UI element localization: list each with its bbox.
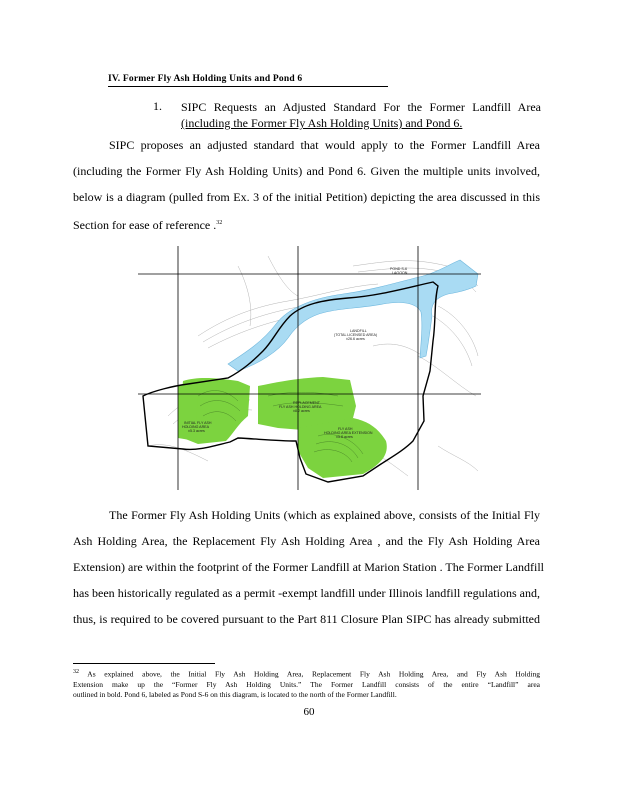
site-map-diagram [138, 246, 481, 490]
extension-label: FLY ASH HOLDING AREA EXTENSION ±5.8 acres [324, 427, 373, 439]
footnote-reference[interactable]: 32 [216, 220, 223, 226]
pond-label: POND S-6 LAGOON [390, 267, 408, 275]
paragraph-2 [73, 502, 545, 632]
footnote-number: 32 [73, 669, 79, 675]
paragraph-line: Ash Holding Area, the Replacement Fly Ash Holding Area , and the Fly Ash Holding Area [73, 534, 540, 548]
subsection-number: 1. [153, 99, 162, 113]
paragraph-line: has been historically regulated as a permit -exempt landfill under Illinois landfill regulations and, [73, 586, 540, 600]
paragraph-line: The Former Fly Ash Holding Units (which as explained above, consists of the Initial Fly [109, 508, 540, 522]
footnote-divider [73, 663, 215, 664]
replacement-label: REPLACEMENT FLY ASH HOLDING AREA ±8.2 acres [279, 401, 322, 413]
footnote [73, 667, 540, 700]
section-heading: IV. Former Fly Ash Holding Units and Pond 6 [108, 74, 388, 87]
paragraph-line: SIPC proposes an adjusted standard that would apply to the Former Landfill Area [109, 138, 540, 152]
landfill-label: LANDFILL (TOTAL LICENSED AREA) ±26.6 acres [334, 329, 378, 341]
paragraph-line: (including the Former Fly Ash Holding Units) and Pond 6. Given the multiple units involved, [73, 164, 540, 178]
paragraph-line: below is a diagram (pulled from Ex. 3 of the initial Petition) depicting the area discussed in this [73, 190, 540, 204]
footnote-line: $^{32}$ As explained above, the Initial Fly Ash Holding Area, Replacement Fly Ash Holding Area, and Fly Ash Holding [73, 669, 541, 679]
paragraph-line: Extension) are within the footprint of the Former Landfill at Marion Station . The Former Landfill [73, 560, 545, 574]
paragraph-line: thus, is required to be covered pursuant to the Part 811 Closure Plan SIPC has already submitted [73, 612, 540, 626]
paragraph-1 [73, 132, 540, 238]
footnote-line: Extension make up the “Former Fly Ash Holding Units.” The Former Landfill consists of the entire “Landfill” area [73, 679, 540, 689]
initial-label: INITIAL FLY ASH HOLDING AREA ±5.3 acres [182, 421, 212, 433]
paragraph-line: Section for ease of reference .$^{32}$ [73, 218, 223, 232]
footnote-line: outlined in bold. Pond 6, labeled as Pond S-6 on this diagram, is located to the north of the Former Landfill. [73, 689, 397, 699]
page-number: 60 [303, 706, 315, 718]
subsection-title-line1: SIPC Requests an Adjusted Standard For the Former Landfill Area [181, 100, 541, 114]
subsection-title-line2: (including the Former Fly Ash Holding Units) and Pond 6. [181, 116, 463, 130]
subsection-title [181, 99, 541, 131]
